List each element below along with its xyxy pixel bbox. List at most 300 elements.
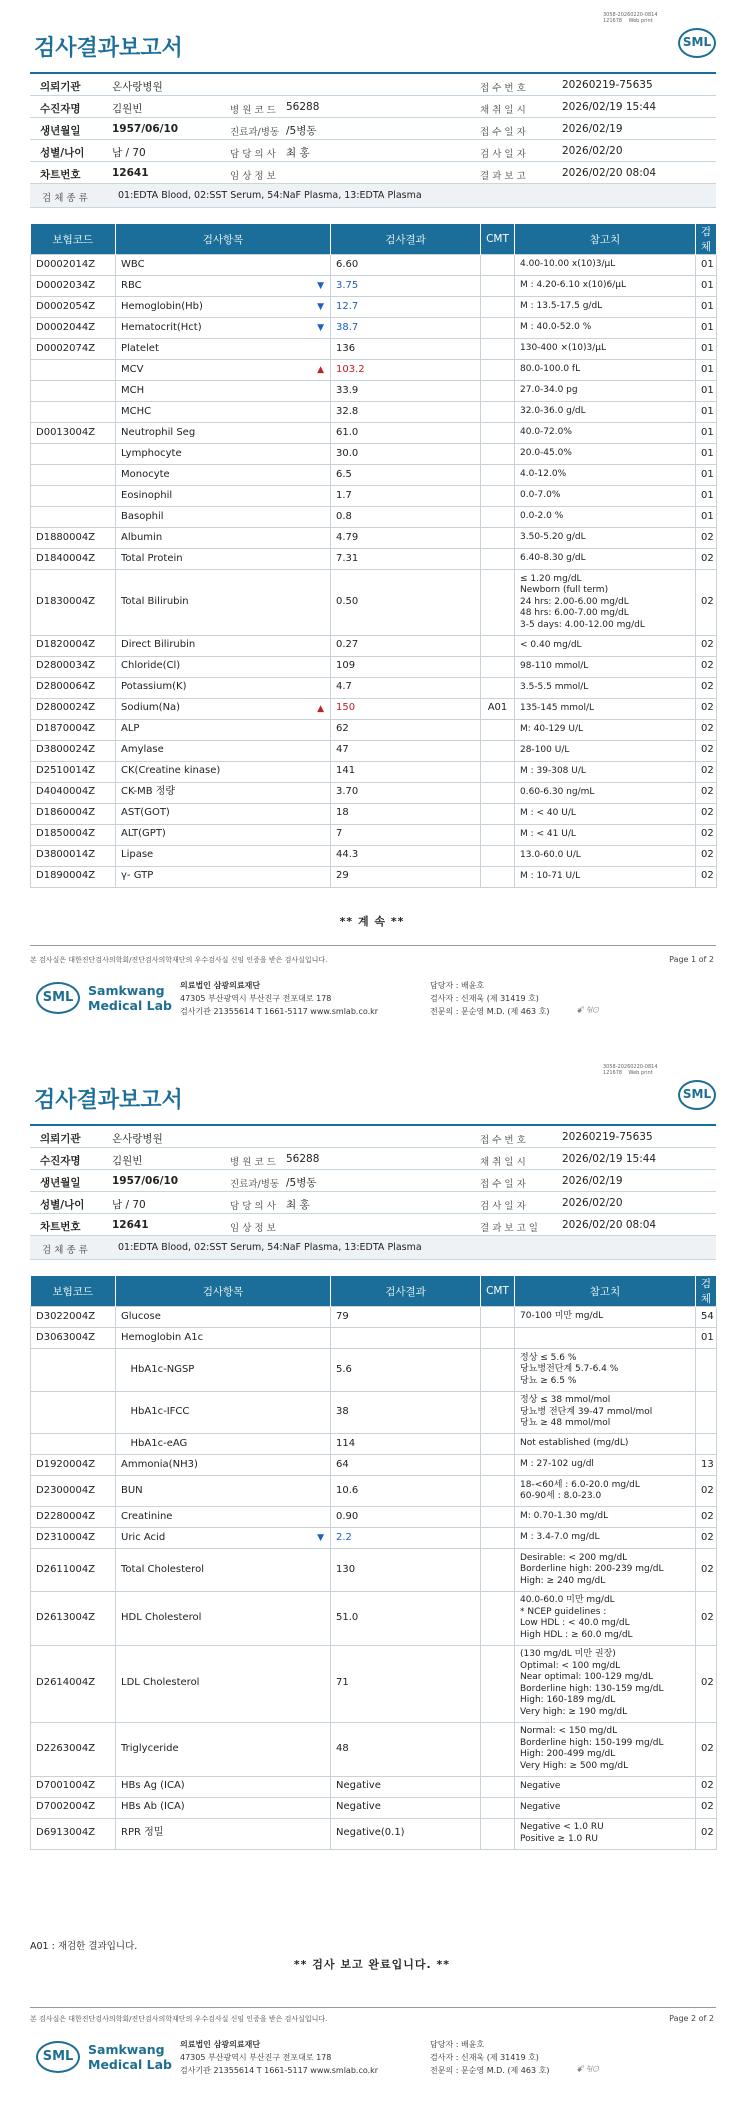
info-row: 차트번호 12641 임 상 정 보 결 과 보 고 2026/02/20 08:04 bbox=[30, 162, 716, 184]
table-row bbox=[31, 1328, 717, 1349]
table-row bbox=[31, 1722, 717, 1776]
insurance-code: D7001004Z bbox=[31, 1776, 116, 1797]
insurance-code bbox=[31, 360, 116, 381]
insurance-code: D7002004Z bbox=[31, 1797, 116, 1818]
test-item: Creatinine bbox=[116, 1507, 331, 1528]
reference-line: 20.0-45.0% bbox=[520, 448, 572, 459]
specimen-code: 02 bbox=[696, 698, 717, 719]
cmt-code bbox=[481, 255, 515, 276]
cmt-code bbox=[481, 803, 515, 824]
info-row: 의뢰기관 온사랑병원 접 수 번 호 20260219-75635 bbox=[30, 1126, 716, 1148]
table-row bbox=[31, 1476, 717, 1507]
reference-range bbox=[515, 824, 696, 845]
insurance-code bbox=[31, 1434, 116, 1455]
reference-line: ≤ 1.20 mg/dL bbox=[520, 573, 582, 584]
result-value: 48 bbox=[336, 1742, 349, 1754]
reference-line: Borderline high: 200-239 mg/dL bbox=[520, 1564, 664, 1574]
test-result bbox=[331, 1434, 481, 1455]
specimen-code: 02 bbox=[696, 1797, 717, 1818]
test-result bbox=[331, 507, 481, 528]
result-value: 0.8 bbox=[336, 510, 352, 522]
cmt-code bbox=[481, 1434, 515, 1455]
reference-range bbox=[515, 255, 696, 276]
signature-image: ꗄ ꘤ꖴ bbox=[576, 1006, 599, 1016]
result-value: 150 bbox=[336, 702, 356, 714]
reference-range bbox=[515, 1507, 696, 1528]
test-item: Uric Acid ▼ bbox=[116, 1528, 331, 1549]
test-item: Amylase bbox=[116, 740, 331, 761]
reference-range bbox=[515, 740, 696, 761]
test-item: Basophil bbox=[116, 507, 331, 528]
insurance-code: D2280004Z bbox=[31, 1507, 116, 1528]
test-item: ALT(GPT) bbox=[116, 824, 331, 845]
test-item: AST(GOT) bbox=[116, 803, 331, 824]
specimen-code: 02 bbox=[696, 570, 717, 636]
specimen-code: 02 bbox=[696, 528, 717, 549]
col-header: 참고치 bbox=[515, 1276, 696, 1307]
cmt-code bbox=[481, 782, 515, 803]
result-value: 109 bbox=[336, 660, 356, 672]
insurance-code: D2800034Z bbox=[31, 656, 116, 677]
col-header: CMT bbox=[481, 1276, 515, 1307]
high-flag-icon: ▲ bbox=[317, 364, 324, 375]
result-value: 30.0 bbox=[336, 447, 359, 459]
cmt-code bbox=[481, 318, 515, 339]
reference-line: Very high: ≥ 190 mg/dL bbox=[520, 1706, 628, 1717]
org-info: 의료법인 삼광의료재단 47305 부산광역시 부산진구 전포대로 178 검사기관 21355614 T 1661-5117 www.smlab.co.kr bbox=[180, 2040, 379, 2075]
specimen-code: 02 bbox=[696, 656, 717, 677]
reference-line: 3-5 days: 4.00-12.00 mg/dL bbox=[520, 619, 645, 630]
specimen-code bbox=[696, 1434, 717, 1455]
test-item: Hematocrit(Hct) ▼ bbox=[116, 318, 331, 339]
result-value: Negative bbox=[336, 1780, 381, 1792]
low-flag-icon: ▼ bbox=[317, 280, 324, 291]
report-page-2 bbox=[0, 1052, 744, 2104]
table-row bbox=[31, 698, 717, 719]
cmt-code bbox=[481, 824, 515, 845]
staff-info: 담당자 : 배윤호 검사자 : 신재욱 (제 31419 호) 전문의 : 문순영 M.D. (제 463 호) bbox=[430, 981, 550, 1016]
insurance-code: D6913004Z bbox=[31, 1818, 116, 1849]
specimen-code: 01 bbox=[696, 402, 717, 423]
cmt-code bbox=[481, 1528, 515, 1549]
cmt-code bbox=[481, 1307, 515, 1328]
table-row bbox=[31, 486, 717, 507]
table-row bbox=[31, 1818, 717, 1849]
reference-line: Not established (mg/dL) bbox=[520, 1438, 629, 1449]
test-item: Total Cholesterol bbox=[116, 1549, 331, 1592]
reference-line: M : < 41 U/L bbox=[520, 828, 576, 839]
reference-range bbox=[515, 656, 696, 677]
test-result bbox=[331, 297, 481, 318]
reference-line: 3.5-5.5 mmol/L bbox=[520, 681, 589, 692]
result-value: 136 bbox=[336, 342, 356, 354]
test-item: CK(Creatine kinase) bbox=[116, 761, 331, 782]
specimen-code: 01 bbox=[696, 381, 717, 402]
reference-line: Negative bbox=[520, 1801, 561, 1812]
cmt-note: A01 : 재검한 결과입니다. bbox=[30, 1941, 138, 1952]
result-value: 1.7 bbox=[336, 489, 352, 501]
cmt-code: A01 bbox=[481, 698, 515, 719]
specimen-code: 02 bbox=[696, 824, 717, 845]
cmt-code bbox=[481, 1645, 515, 1722]
test-item: Triglyceride bbox=[116, 1722, 331, 1776]
reference-line: M : 27-102 ug/dl bbox=[520, 1459, 594, 1470]
table-row bbox=[31, 1391, 717, 1434]
test-result bbox=[331, 1391, 481, 1434]
end-text: ** 검사 보고 완료입니다. ** bbox=[293, 1958, 451, 1971]
specimen-code: 01 bbox=[696, 297, 717, 318]
reference-line: < 0.40 mg/dL bbox=[520, 639, 582, 650]
result-value: 3.70 bbox=[336, 786, 359, 798]
table-row bbox=[31, 402, 717, 423]
specimen-code: 01 bbox=[696, 339, 717, 360]
test-item: BUN bbox=[116, 1476, 331, 1507]
test-result bbox=[331, 782, 481, 803]
cmt-code bbox=[481, 656, 515, 677]
org-info: 의료법인 삼광의료재단 47305 부산광역시 부산진구 전포대로 178 검사기관 21355614 T 1661-5117 www.smlab.co.kr bbox=[180, 981, 379, 1016]
specimen-code bbox=[696, 1349, 717, 1392]
reference-range bbox=[515, 761, 696, 782]
reference-line: Newborn (full term) bbox=[520, 585, 609, 595]
table-row bbox=[31, 1455, 717, 1476]
test-item: MCH bbox=[116, 381, 331, 402]
test-item: CK-MB 정량 bbox=[116, 782, 331, 803]
reference-line: Low HDL : < 40.0 mg/dL bbox=[520, 1618, 630, 1628]
test-result bbox=[331, 698, 481, 719]
cert-note: 본 검사실은 대한진단검사의학회/진단검사의학재단의 우수검사실 신임 인증을 받은 검사실입니다. bbox=[30, 2015, 328, 2023]
test-result bbox=[331, 1591, 481, 1645]
cmt-code bbox=[481, 570, 515, 636]
reference-line: 40.0-72.0% bbox=[520, 427, 572, 438]
insurance-code: D3022004Z bbox=[31, 1307, 116, 1328]
result-value: 32.8 bbox=[336, 405, 359, 417]
table-row bbox=[31, 635, 717, 656]
cmt-code bbox=[481, 465, 515, 486]
cmt-code bbox=[481, 486, 515, 507]
results-table bbox=[30, 224, 717, 888]
reference-range bbox=[515, 381, 696, 402]
reference-range bbox=[515, 507, 696, 528]
table-row bbox=[31, 656, 717, 677]
cmt-code bbox=[481, 360, 515, 381]
info-row: 차트번호 12641 임 상 정 보 결 과 보 고 일 2026/02/20 08:04 bbox=[30, 1214, 716, 1236]
test-result bbox=[331, 1507, 481, 1528]
test-result bbox=[331, 1797, 481, 1818]
cmt-code bbox=[481, 1476, 515, 1507]
test-item: HbA1c-eAG bbox=[116, 1434, 331, 1455]
insurance-code: D1840004Z bbox=[31, 549, 116, 570]
result-value: 51.0 bbox=[336, 1611, 359, 1623]
results-table bbox=[30, 1276, 717, 1850]
info-row: 성별/나이 남 / 70 담 당 의 사 최 홍 검 사 일 자 2026/02/20 bbox=[30, 1192, 716, 1214]
info-row: 수진자명 김원빈 병 원 코 드 56288 채 취 일 시 2026/02/19 15:44 bbox=[30, 96, 716, 118]
test-result bbox=[331, 824, 481, 845]
test-item: HBs Ab (ICA) bbox=[116, 1797, 331, 1818]
table-row bbox=[31, 1434, 717, 1455]
reference-line: Desirable: < 200 mg/dL bbox=[520, 1552, 628, 1563]
info-row: 성별/나이 남 / 70 담 당 의 사 최 홍 검 사 일 자 2026/02/20 bbox=[30, 140, 716, 162]
insurance-code: D1850004Z bbox=[31, 824, 116, 845]
test-result bbox=[331, 761, 481, 782]
test-result bbox=[331, 1476, 481, 1507]
table-row bbox=[31, 845, 717, 866]
reference-range bbox=[515, 423, 696, 444]
page-number: Page 2 of 2 bbox=[669, 2014, 714, 2023]
reference-line: 80.0-100.0 fL bbox=[520, 364, 581, 375]
test-result bbox=[331, 1549, 481, 1592]
insurance-code: D0002044Z bbox=[31, 318, 116, 339]
specimen-code: 02 bbox=[696, 761, 717, 782]
sml-logo-icon: SML bbox=[678, 28, 716, 58]
reference-line: 98-110 mmol/L bbox=[520, 660, 589, 671]
reference-line: 정상 ≤ 5.6 % bbox=[520, 1352, 577, 1363]
reference-range bbox=[515, 486, 696, 507]
specimen-code: 01 bbox=[696, 507, 717, 528]
specimen-code: 02 bbox=[696, 803, 717, 824]
col-header: 참고치 bbox=[515, 224, 696, 255]
continue-text: ** 계 속 ** bbox=[339, 915, 405, 928]
reference-line: Negative < 1.0 RU bbox=[520, 1822, 604, 1832]
reference-range bbox=[515, 402, 696, 423]
samkwang-logo bbox=[36, 2036, 172, 2082]
table-row bbox=[31, 1507, 717, 1528]
test-item: RBC ▼ bbox=[116, 276, 331, 297]
reference-range bbox=[515, 677, 696, 698]
reference-range bbox=[515, 1328, 696, 1349]
insurance-code: D3800014Z bbox=[31, 845, 116, 866]
col-header: 검사항목 bbox=[116, 224, 331, 255]
reference-line: M: 0.70-1.30 mg/dL bbox=[520, 1511, 609, 1522]
table-row bbox=[31, 465, 717, 486]
cmt-code bbox=[481, 1591, 515, 1645]
table-row bbox=[31, 719, 717, 740]
result-value: 38.7 bbox=[336, 321, 359, 333]
test-result bbox=[331, 635, 481, 656]
table-row bbox=[31, 740, 717, 761]
cmt-code bbox=[481, 1507, 515, 1528]
test-result bbox=[331, 1349, 481, 1392]
insurance-code: D2263004Z bbox=[31, 1722, 116, 1776]
specimen-code: 01 bbox=[696, 486, 717, 507]
reference-line: 60-90세 : 8.0-23.0 bbox=[520, 1491, 602, 1501]
reference-line: 4.0-12.0% bbox=[520, 469, 567, 480]
page-number: Page 1 of 2 bbox=[669, 955, 714, 964]
result-value: 18 bbox=[336, 807, 349, 819]
cert-note: 본 검사실은 대한진단검사의학회/진단검사의학재단의 우수검사실 신임 인증을 받은 검사실입니다. bbox=[30, 956, 328, 964]
table-row bbox=[31, 360, 717, 381]
cmt-code bbox=[481, 1349, 515, 1392]
result-value: 10.6 bbox=[336, 1484, 359, 1496]
cmt-code bbox=[481, 276, 515, 297]
insurance-code: D2611004Z bbox=[31, 1549, 116, 1592]
insurance-code: D0013004Z bbox=[31, 423, 116, 444]
reference-range bbox=[515, 1476, 696, 1507]
specimen-code: 02 bbox=[696, 1507, 717, 1528]
reference-range bbox=[515, 1591, 696, 1645]
insurance-code: D2510014Z bbox=[31, 761, 116, 782]
test-result bbox=[331, 1307, 481, 1328]
reference-range bbox=[515, 528, 696, 549]
test-item: Platelet bbox=[116, 339, 331, 360]
table-row bbox=[31, 423, 717, 444]
result-value: 5.6 bbox=[336, 1363, 352, 1375]
test-result bbox=[331, 465, 481, 486]
result-value: 0.50 bbox=[336, 596, 359, 607]
test-item: Total Protein bbox=[116, 549, 331, 570]
cmt-code bbox=[481, 740, 515, 761]
test-item: HbA1c-NGSP bbox=[116, 1349, 331, 1392]
table-row bbox=[31, 761, 717, 782]
result-value: 33.9 bbox=[336, 384, 359, 396]
reference-line: M : 4.20-6.10 x(10)6/μL bbox=[520, 280, 627, 291]
staff-info: 담당자 : 배윤호 검사자 : 신재욱 (제 31419 호) 전문의 : 문순영 M.D. (제 463 호) bbox=[430, 2040, 550, 2075]
insurance-code: D1820004Z bbox=[31, 635, 116, 656]
test-result bbox=[331, 845, 481, 866]
reference-line: 4.00-10.00 x(10)3/μL bbox=[520, 259, 616, 270]
cmt-code bbox=[481, 423, 515, 444]
reference-line: 0.0-7.0% bbox=[520, 490, 561, 501]
reference-line: M: 40-129 U/L bbox=[520, 723, 584, 734]
report-title: 검사결과보고서 bbox=[34, 36, 183, 61]
test-result bbox=[331, 486, 481, 507]
reference-range bbox=[515, 803, 696, 824]
insurance-code: D3063004Z bbox=[31, 1328, 116, 1349]
signature-image: ꗄ ꘤ꖴ bbox=[576, 2065, 599, 2075]
reference-line: 0.0-2.0 % bbox=[520, 511, 564, 522]
specimen-code: 02 bbox=[696, 635, 717, 656]
reference-line: 6.40-8.30 g/dL bbox=[520, 553, 586, 564]
result-value: 62 bbox=[336, 723, 349, 735]
cmt-code bbox=[481, 845, 515, 866]
test-item: Monocyte bbox=[116, 465, 331, 486]
specimen-code: 02 bbox=[696, 719, 717, 740]
reference-line: High: 200-499 mg/dL bbox=[520, 1749, 616, 1759]
result-value: 64 bbox=[336, 1458, 349, 1470]
insurance-code: D2300004Z bbox=[31, 1476, 116, 1507]
specimen-code: 02 bbox=[696, 1476, 717, 1507]
reference-range bbox=[515, 1818, 696, 1849]
reference-line: M : 10-71 U/L bbox=[520, 870, 581, 881]
insurance-code bbox=[31, 402, 116, 423]
insurance-code: D3800024Z bbox=[31, 740, 116, 761]
specimen-code: 02 bbox=[696, 740, 717, 761]
low-flag-icon: ▼ bbox=[317, 322, 324, 333]
reference-line: M : 39-308 U/L bbox=[520, 765, 586, 776]
insurance-code: D2800064Z bbox=[31, 677, 116, 698]
insurance-code: D4040004Z bbox=[31, 782, 116, 803]
specimen-code: 01 bbox=[696, 276, 717, 297]
col-header: 검체 bbox=[696, 224, 717, 255]
table-row bbox=[31, 255, 717, 276]
reference-line: Negative bbox=[520, 1780, 561, 1791]
info-row: 의뢰기관 온사랑병원 접 수 번 호 20260219-75635 bbox=[30, 74, 716, 96]
test-item: Hemoglobin(Hb) ▼ bbox=[116, 297, 331, 318]
specimen-code: 01 bbox=[696, 318, 717, 339]
result-value: 4.79 bbox=[336, 531, 359, 543]
test-result bbox=[331, 423, 481, 444]
specimen-code: 02 bbox=[696, 1722, 717, 1776]
cmt-code bbox=[481, 549, 515, 570]
reference-line: 당뇨병 전단계 39-47 mmol/mol bbox=[520, 1406, 653, 1417]
test-item: HbA1c-IFCC bbox=[116, 1391, 331, 1434]
test-result bbox=[331, 866, 481, 887]
specimen-code bbox=[696, 1391, 717, 1434]
specimen-code: 01 bbox=[696, 360, 717, 381]
result-value: 29 bbox=[336, 870, 349, 882]
test-result bbox=[331, 1645, 481, 1722]
cmt-code bbox=[481, 761, 515, 782]
test-item: Lipase bbox=[116, 845, 331, 866]
samkwang-logo bbox=[36, 977, 172, 1023]
reference-line: High: ≥ 240 mg/dL bbox=[520, 1575, 606, 1586]
col-header: 검사결과 bbox=[331, 224, 481, 255]
col-header: 검사항목 bbox=[116, 1276, 331, 1307]
reference-line: 70-100 미만 mg/dL bbox=[520, 1311, 604, 1322]
reference-range bbox=[515, 570, 696, 636]
test-item: Total Bilirubin bbox=[116, 570, 331, 636]
reference-line: Positive ≥ 1.0 RU bbox=[520, 1833, 598, 1844]
result-value: 103.2 bbox=[336, 363, 365, 375]
specimen-code: 01 bbox=[696, 423, 717, 444]
reference-line: 13.0-60.0 U/L bbox=[520, 849, 581, 860]
reference-line: 27.0-34.0 pg bbox=[520, 385, 578, 396]
specimen-code: 01 bbox=[696, 255, 717, 276]
cmt-code bbox=[481, 1455, 515, 1476]
test-result bbox=[331, 402, 481, 423]
test-result bbox=[331, 549, 481, 570]
table-row bbox=[31, 824, 717, 845]
reference-line: 130-400 ×(10)3/μL bbox=[520, 343, 606, 354]
specimen-code: 02 bbox=[696, 782, 717, 803]
table-row bbox=[31, 549, 717, 570]
test-item: Glucose bbox=[116, 1307, 331, 1328]
specimen-code: 02 bbox=[696, 1818, 717, 1849]
test-item: Lymphocyte bbox=[116, 444, 331, 465]
reference-line: 28-100 U/L bbox=[520, 744, 570, 755]
insurance-code: D1830004Z bbox=[31, 570, 116, 636]
test-result bbox=[331, 528, 481, 549]
sml-logo-icon: SML bbox=[36, 982, 80, 1014]
specimen-code: 02 bbox=[696, 677, 717, 698]
reference-line: 정상 ≤ 38 mmol/mol bbox=[520, 1395, 611, 1405]
specimen-code: 01 bbox=[696, 444, 717, 465]
table-row bbox=[31, 1349, 717, 1392]
table-row bbox=[31, 528, 717, 549]
insurance-code: D1870004Z bbox=[31, 719, 116, 740]
reference-range bbox=[515, 1797, 696, 1818]
col-header: CMT bbox=[481, 224, 515, 255]
reference-range bbox=[515, 845, 696, 866]
reference-range bbox=[515, 866, 696, 887]
reference-range bbox=[515, 297, 696, 318]
reference-line: (130 mg/dL 미만 권장) bbox=[520, 1649, 616, 1659]
test-result bbox=[331, 740, 481, 761]
barcode-text: 3058-20260220-0814 121678 Web print bbox=[603, 1064, 658, 1076]
barcode-text: 3058-20260220-0814 121678 Web print bbox=[603, 12, 658, 24]
cmt-code bbox=[481, 1549, 515, 1592]
reference-line: Very High: ≥ 500 mg/dL bbox=[520, 1760, 629, 1771]
test-result bbox=[331, 570, 481, 636]
insurance-code: D2614004Z bbox=[31, 1645, 116, 1722]
reference-range bbox=[515, 719, 696, 740]
info-row: 수진자명 김원빈 병 원 코 드 56288 채 취 일 시 2026/02/19 15:44 bbox=[30, 1148, 716, 1170]
reference-line: 당뇨병전단계 5.7-6.4 % bbox=[520, 1364, 619, 1374]
test-result bbox=[331, 656, 481, 677]
reference-line: 24 hrs: 2.00-6.00 mg/dL bbox=[520, 596, 629, 607]
insurance-code: D0002034Z bbox=[31, 276, 116, 297]
result-value: 0.90 bbox=[336, 1510, 359, 1522]
result-value: 6.5 bbox=[336, 468, 352, 480]
